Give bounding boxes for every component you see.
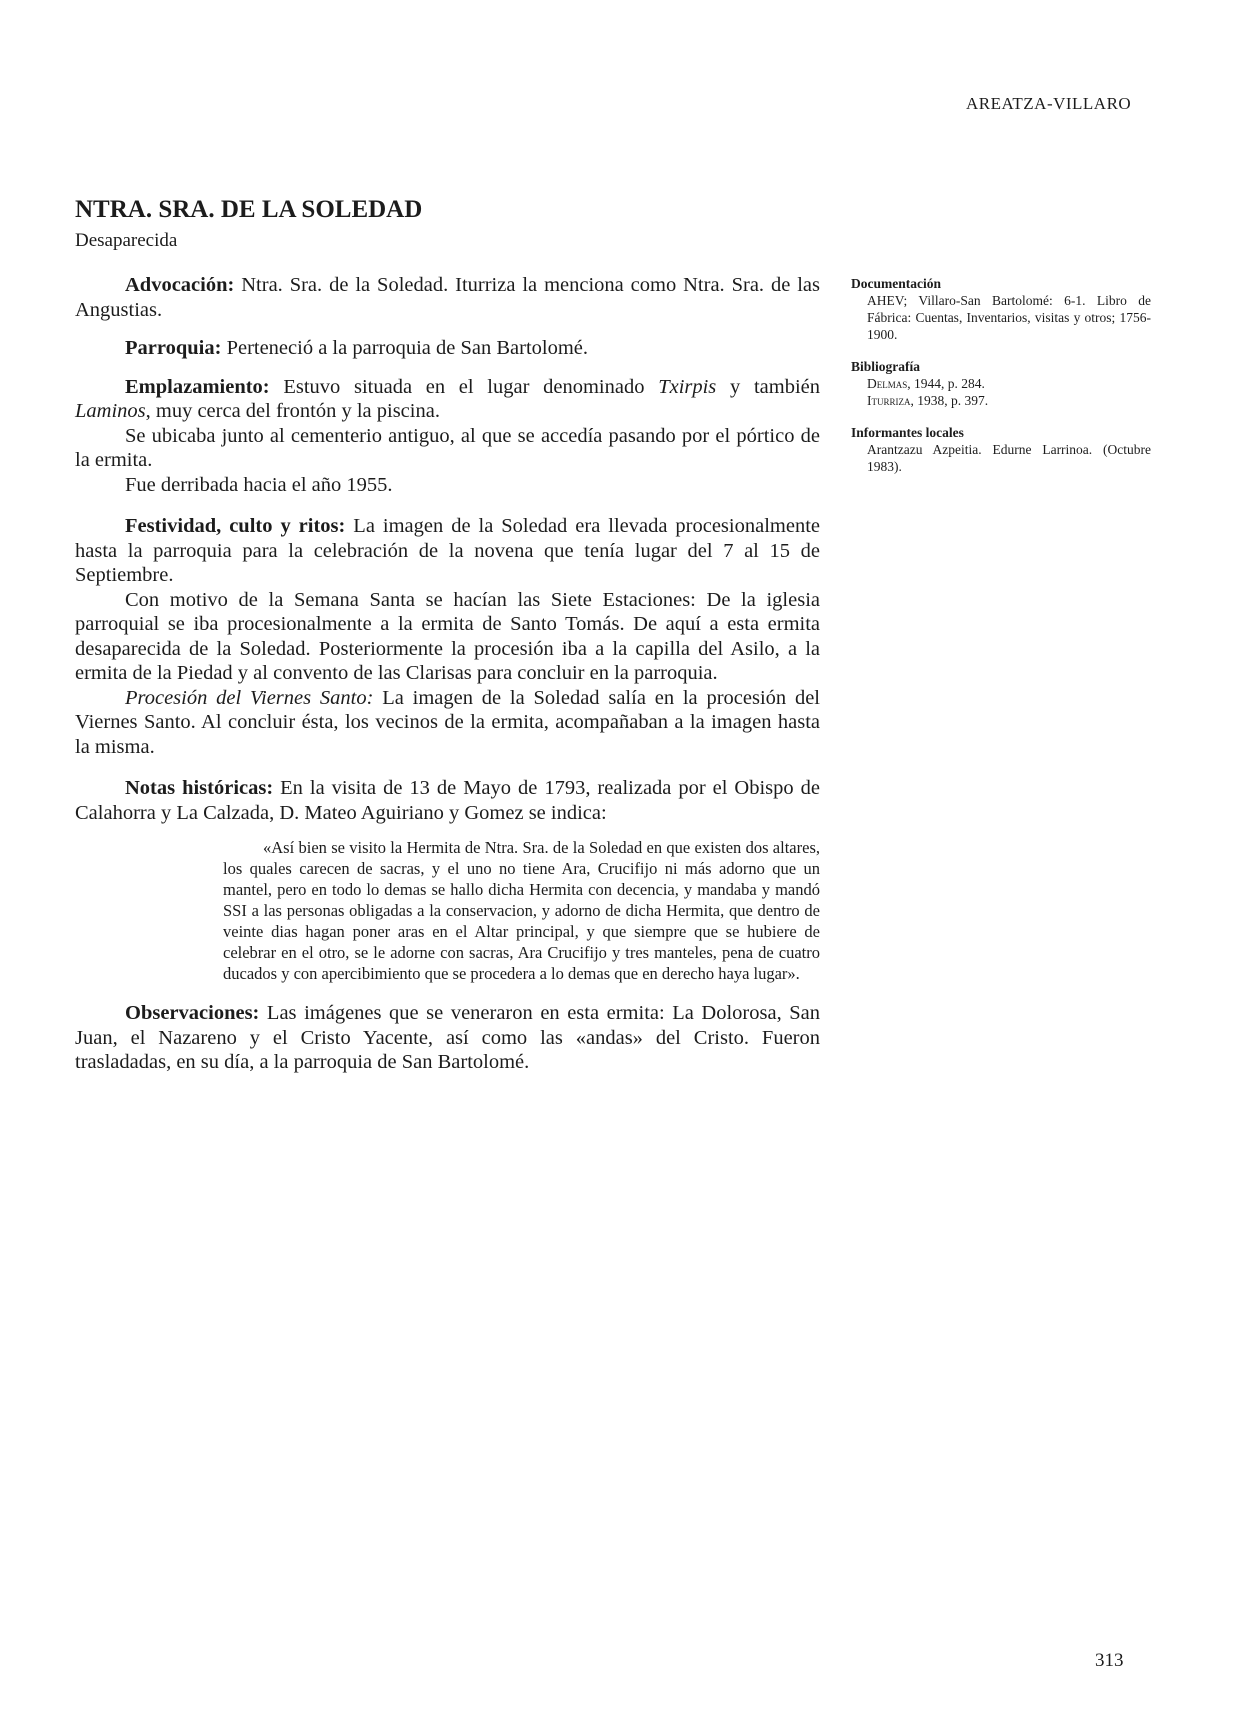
- section-label: Festividad, culto y ritos:: [125, 515, 346, 537]
- sidebar-text: Arantzazu Azpeitia. Edurne Larrinoa. (Octubre 1983).: [867, 442, 1151, 474]
- section-label: Observaciones:: [125, 1002, 260, 1024]
- section-notas: [75, 776, 820, 825]
- paragraph: Fue derribada hacia el año 1955.: [125, 473, 393, 496]
- section-label: Notas históricas:: [125, 777, 274, 799]
- section-festividad: [75, 514, 820, 588]
- sidebar-heading: Documentación: [851, 276, 941, 291]
- section-text: La imagen de la Soledad era llevada procesionalmente hasta la parroquia para la celebración de la novena que tenía lugar del 7 al 15 de Septiembre.: [75, 515, 820, 586]
- quote-text: «Así bien se visito la Hermita de Ntra. Sra. de la Soledad en que existen dos altares, los quales carecen de sacras, y el uno no tiene Ara, Crucifijo ni más adorno que un mantel, pero en todo lo demas se hallo dicha Hermita con decencia, y mandaba y mandó SSI a las personas obligadas a la conservacion, y adorno de dicha Hermita, que dentro de veinte dias hagan poner aras en el Altar principal, y que siempre que se hubiere de celebrar en el otro, se le adorne con sacras, Ara Crucifijo y tres manteles, pena de cuatro ducados y con apercibimiento que se procedera a lo demas que en derecho haya lugar».: [223, 838, 820, 983]
- main-column: [75, 273, 820, 1075]
- paragraph-procesion: [75, 686, 820, 760]
- section-text: Ntra. Sra. de la Soledad. Iturriza la menciona como Ntra. Sra. de las Angustias.: [75, 274, 820, 321]
- sidebar-text: AHEV; Villaro-San Bartolomé: 6-1. Libro de Fábrica: Cuentas, Inventarios, visitas y otros; 1756-1900.: [867, 293, 1151, 342]
- section-text: En la visita de 13 de Mayo de 1793, realizada por el Obispo de Calahorra y La Calzada, D. Mateo Aguiriano y Gomez se indica:: [75, 777, 820, 824]
- reference: , 1944, p. 284.: [907, 376, 985, 391]
- section-text: , muy cerca del frontón y la piscina.: [145, 400, 440, 422]
- author: Delmas: [867, 376, 908, 391]
- section-text: La imagen de la Soledad salía en la procesión del Viernes Santo. Al concluir ésta, los vecinos de la ermita, acompañaban a la imagen hasta la misma.: [75, 686, 820, 758]
- running-head: AREATZA-VILLARO: [966, 94, 1132, 113]
- entry-status: Desaparecida: [75, 230, 178, 251]
- paragraph: Con motivo de la Semana Santa se hacían las Siete Estaciones: De la iglesia parroquial se iba procesionalmente a la ermita de Santo Tomás. De aquí a esta ermita desaparecida de la Soledad. Posteriormente la procesión iba a la capilla del Asilo, a la ermita de la Piedad y al convento de las Clarisas para concluir en la parroquia.: [75, 588, 820, 684]
- section-emplazamiento: [75, 375, 820, 424]
- section-text: Perteneció a la parroquia de San Bartolomé.: [221, 337, 589, 359]
- sidebar-heading: Bibliografía: [851, 359, 921, 374]
- bibliography-item: [867, 375, 1151, 392]
- sidebar: [851, 275, 1151, 490]
- sidebar-bibliografia: [851, 358, 1151, 409]
- paragraph: Se ubicaba junto al cementerio antiguo, al que se accedía pasando por el pórtico de la ermita.: [75, 424, 820, 471]
- section-text: y también: [716, 375, 820, 398]
- sidebar-documentacion: [851, 275, 1151, 343]
- entry-title: NTRA. SRA. DE LA SOLEDAD: [75, 196, 423, 223]
- sidebar-informantes: [851, 424, 1151, 475]
- author: Iturriza: [867, 393, 911, 408]
- section-observaciones: [75, 1001, 820, 1075]
- section-label: Parroquia:: [125, 337, 222, 359]
- section-parroquia: [75, 336, 820, 361]
- page-number: 313: [1095, 1650, 1124, 1671]
- bibliography-item: [867, 392, 1151, 409]
- place-name: Txirpis: [658, 375, 717, 398]
- section-text: Estuvo situada en el lugar denominado: [269, 375, 659, 398]
- place-name: Laminos: [75, 400, 146, 422]
- block-quote: [223, 837, 820, 984]
- reference: , 1938, p. 397.: [910, 393, 989, 408]
- section-text: Las imágenes que se veneraron en esta ermita: La Dolorosa, San Juan, el Nazareno y el Cristo Yacente, así como las «andas» del Cristo. Fueron trasladadas, en su día, a la parroquia de San Bartolomé.: [75, 1002, 820, 1073]
- sidebar-heading: Informantes locales: [851, 425, 964, 440]
- section-advocacion: [75, 273, 820, 322]
- section-label: Advocación:: [125, 274, 235, 296]
- section-label: Emplazamiento:: [125, 375, 270, 398]
- subsection-label: Procesión del Viernes Santo:: [125, 686, 374, 709]
